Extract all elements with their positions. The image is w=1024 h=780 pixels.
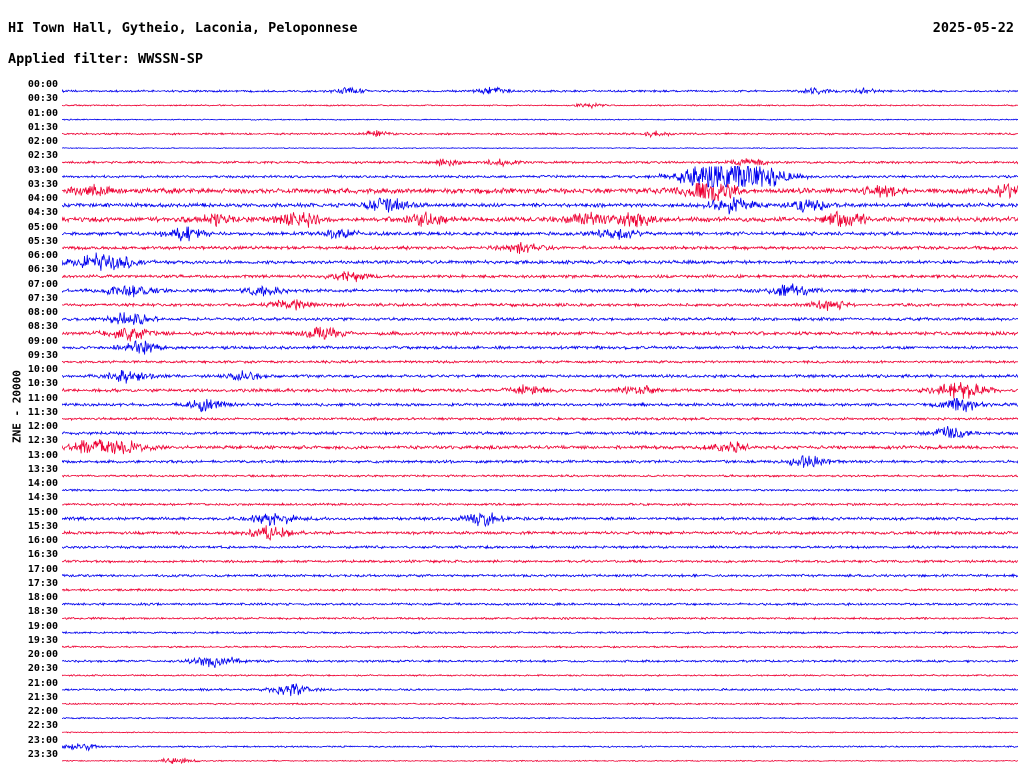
seismic-trace xyxy=(62,525,1018,540)
time-axis-ticks xyxy=(0,79,58,768)
seismic-trace xyxy=(62,341,1018,355)
time-tick-label: 19:00 xyxy=(27,620,58,632)
seismic-trace xyxy=(62,271,1018,282)
time-tick-label: 13:30 xyxy=(27,463,58,475)
time-tick-label: 10:30 xyxy=(27,378,58,390)
seismic-trace xyxy=(62,560,1018,563)
seismic-trace xyxy=(62,456,1018,468)
time-tick-label: 06:30 xyxy=(27,264,58,276)
time-tick-label: 03:00 xyxy=(27,164,58,176)
seismic-trace xyxy=(62,503,1018,505)
seismic-trace xyxy=(62,439,1018,454)
seismic-trace xyxy=(62,657,1018,668)
seismogram-traces xyxy=(62,84,1018,768)
time-tick-label: 19:30 xyxy=(27,634,58,646)
seismic-trace xyxy=(62,512,1018,526)
seismic-trace xyxy=(62,574,1018,577)
time-tick-label: 13:00 xyxy=(27,449,58,461)
seismic-trace xyxy=(62,197,1018,214)
time-tick-label: 06:00 xyxy=(27,250,58,261)
seismic-trace xyxy=(62,253,1018,271)
time-tick-label: 05:00 xyxy=(27,221,58,233)
time-tick-label: 12:00 xyxy=(27,421,58,432)
time-tick-label: 01:00 xyxy=(27,107,58,119)
seismic-trace xyxy=(62,183,1018,201)
time-tick-label: 08:00 xyxy=(27,307,58,318)
time-tick-label: 21:00 xyxy=(27,677,58,689)
seismic-trace xyxy=(62,103,1018,108)
time-tick-label: 00:00 xyxy=(27,79,58,90)
seismic-trace xyxy=(62,617,1018,619)
time-tick-label: 18:00 xyxy=(27,592,58,603)
seismic-trace xyxy=(62,382,1018,399)
time-tick-label: 20:30 xyxy=(27,663,58,675)
time-tick-label: 17:30 xyxy=(27,577,58,589)
seismic-trace xyxy=(62,130,1018,137)
time-tick-label: 23:00 xyxy=(27,734,58,746)
time-tick-label: 16:00 xyxy=(27,535,58,546)
seismic-trace xyxy=(62,148,1018,149)
time-tick-label: 17:00 xyxy=(27,563,58,575)
time-tick-label: 15:00 xyxy=(27,506,58,518)
time-tick-label: 16:30 xyxy=(27,549,58,561)
time-tick-label: 04:00 xyxy=(27,193,58,204)
seismic-trace xyxy=(62,426,1018,438)
seismic-trace xyxy=(62,299,1018,311)
seismic-trace xyxy=(62,603,1018,606)
applied-filter-label: Applied filter: WWSSN-SP xyxy=(8,51,204,67)
record-date: 2025-05-22 xyxy=(932,20,1014,36)
seismic-trace xyxy=(62,489,1018,491)
time-tick-label: 23:30 xyxy=(27,748,58,760)
time-tick-label: 04:30 xyxy=(27,207,58,219)
time-tick-label: 09:30 xyxy=(27,349,58,361)
seismic-trace xyxy=(62,631,1018,633)
time-tick-label: 20:00 xyxy=(27,649,58,660)
time-tick-label: 07:30 xyxy=(27,292,58,304)
y-axis-label: ZNE - 20000 xyxy=(10,370,24,443)
seismic-trace xyxy=(62,119,1018,120)
time-tick-label: 12:30 xyxy=(27,435,58,447)
seismic-trace xyxy=(62,211,1018,227)
seismic-trace xyxy=(62,717,1018,719)
seismic-trace xyxy=(62,242,1018,254)
seismic-trace xyxy=(62,312,1018,325)
seismic-trace xyxy=(62,589,1018,591)
time-tick-label: 08:30 xyxy=(27,321,58,333)
seismic-trace xyxy=(62,398,1018,412)
time-tick-label: 22:30 xyxy=(27,720,58,732)
seismic-trace xyxy=(62,475,1018,477)
time-tick-label: 18:30 xyxy=(27,606,58,618)
time-tick-label: 09:00 xyxy=(27,335,58,347)
page-title: HI Town Hall, Gytheio, Laconia, Peloponnese xyxy=(8,20,358,36)
time-tick-label: 11:30 xyxy=(27,406,58,418)
seismic-trace xyxy=(62,674,1018,676)
time-tick-label: 02:00 xyxy=(27,136,58,147)
time-tick-label: 11:00 xyxy=(27,392,58,404)
seismic-trace xyxy=(62,732,1018,733)
seismic-trace xyxy=(62,327,1018,342)
time-tick-label: 14:00 xyxy=(27,478,58,489)
seismic-trace xyxy=(62,370,1018,384)
seismic-trace xyxy=(62,158,1018,166)
time-tick-label: 02:30 xyxy=(27,150,58,162)
time-tick-label: 01:30 xyxy=(27,121,58,133)
seismic-trace xyxy=(62,166,1018,186)
time-tick-label: 03:30 xyxy=(27,178,58,190)
time-tick-label: 15:30 xyxy=(27,520,58,532)
seismic-trace xyxy=(62,646,1018,648)
seismic-trace xyxy=(62,758,1018,764)
time-tick-label: 05:30 xyxy=(27,235,58,247)
time-tick-label: 14:30 xyxy=(27,492,58,504)
time-tick-label: 21:30 xyxy=(27,691,58,703)
seismic-trace xyxy=(62,361,1018,364)
time-tick-label: 00:30 xyxy=(27,93,58,105)
seismic-trace xyxy=(62,227,1018,242)
seismic-trace xyxy=(62,283,1018,297)
seismogram-plot xyxy=(62,84,1018,768)
seismic-trace xyxy=(62,87,1018,94)
time-tick-label: 22:00 xyxy=(27,706,58,717)
seismic-trace xyxy=(62,703,1018,705)
seismic-trace xyxy=(62,743,1018,750)
time-tick-label: 07:00 xyxy=(27,278,58,290)
time-tick-label: 10:00 xyxy=(27,364,58,375)
seismic-trace xyxy=(62,417,1018,420)
seismic-trace xyxy=(62,684,1018,697)
seismic-trace xyxy=(62,546,1018,549)
